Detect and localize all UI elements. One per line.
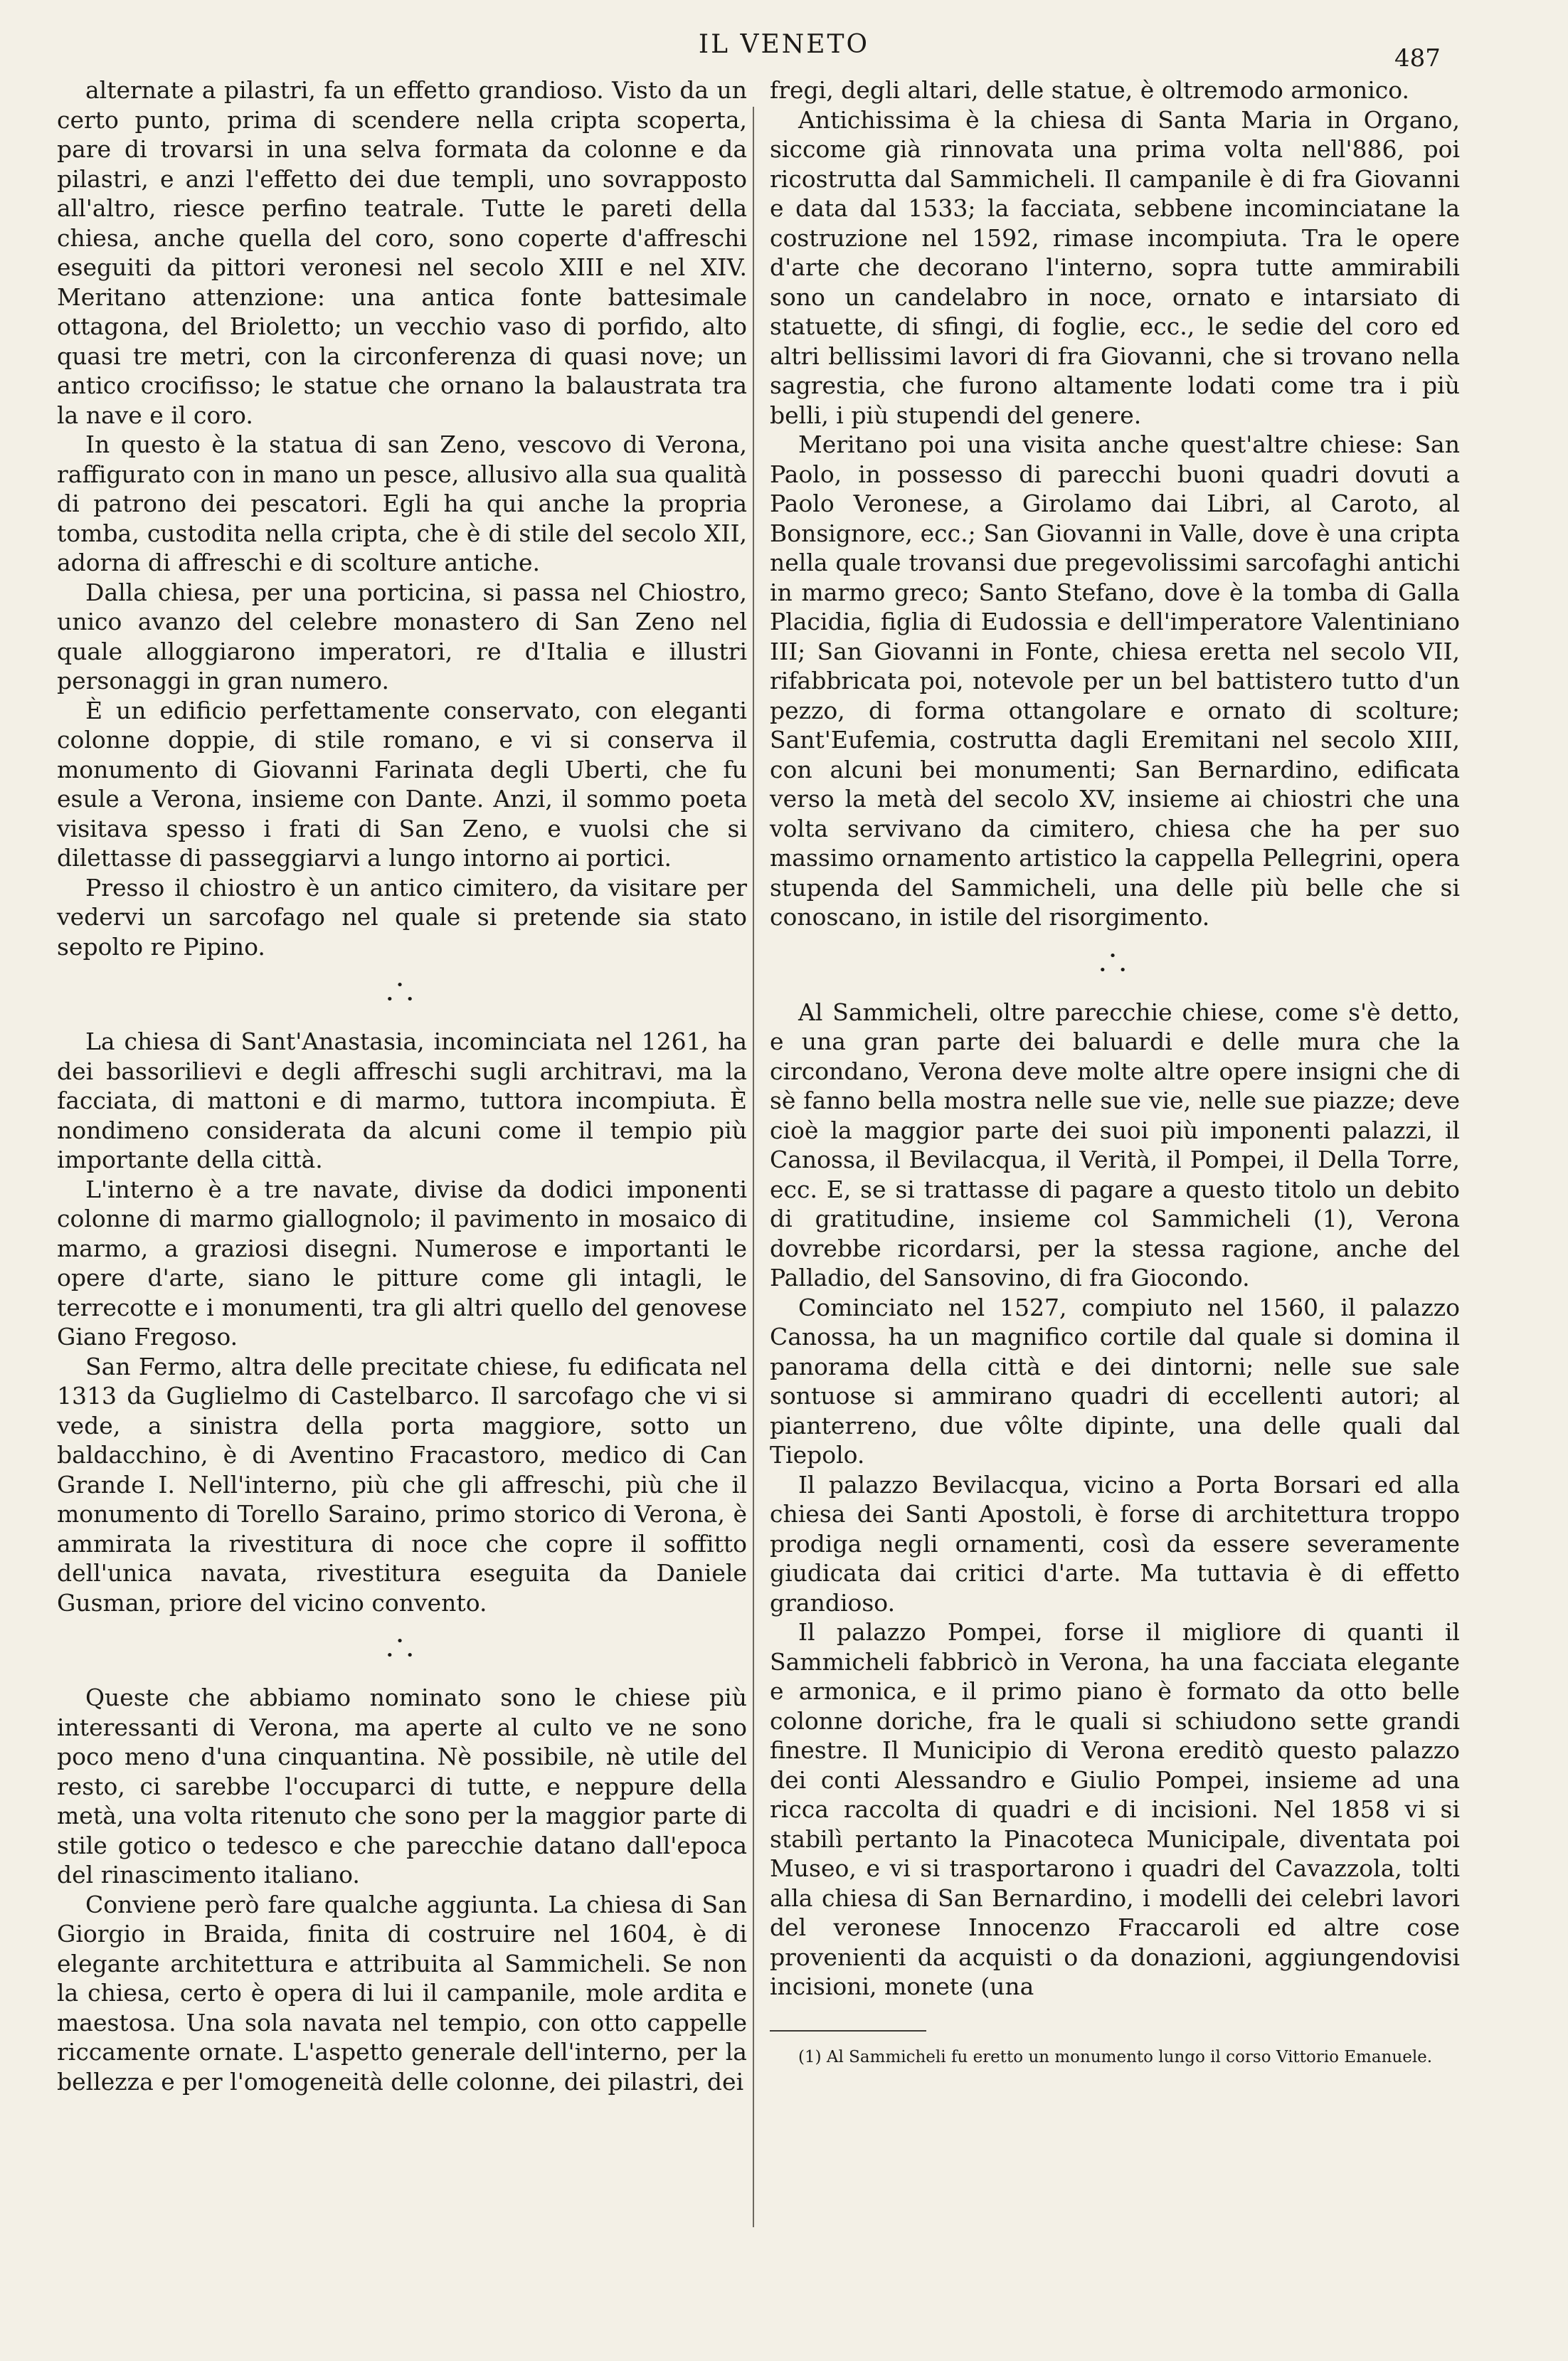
footnote: (1) Al Sammicheli fu eretto un monumento lungo il corso Vittorio Emanuele. <box>798 2047 1433 2066</box>
paragraph: La chiesa di Sant'Anastasia, incominciata nel 1261, ha dei bassorilievi e degli affreschi sugli architravi, ma la facciata, di mattoni e di marmo, tuttora incompiuta. È nondimeno considerata da alcuni come il tempio più importante della città. <box>57 1028 747 1173</box>
paragraph: L'interno è a tre navate, divise da dodici imponenti colonne di marmo giallognolo; il pavimento in mosaico di marmo, a graziosi disegni. Numerose e importanti le opere d'arte, siano le pitture come gli intagli, le terrecotte e i monumenti, tra gli altri quello del genovese Giano Fregoso. <box>57 1175 747 1351</box>
right-column <box>770 75 1460 2068</box>
paragraph: In questo è la statua di san Zeno, vescovo di Verona, raffigurato con in mano un pesce, allusivo alla sua qualità di patrono dei pescatori. Egli ha qui anche la propria tomba, custodita nella cripta, che è di stile del secolo XII, adorna di affreschi e di scolture antiche. <box>57 431 747 576</box>
paragraph: Queste che abbiamo nominato sono le chiese più interessanti di Verona, ma aperte al culto ve ne sono poco meno d'una cinquantina. Nè possibile, nè utile del resto, ci sarebbe l'occuparci di tutte, e neppure della metà, una volta ritenuto che sono per la maggior parte di stile gotico o tedesco e che parecchie datano dall'epoca del rinascimento italiano. <box>57 1684 747 1889</box>
paragraph: alternate a pilastri, fa un effetto grandioso. Visto da un certo punto, prima di scendere nella cripta scoperta, pare di trovarsi in una selva formata da colonne e da pilastri, e anzi l'effetto dei due templi, uno sovrapposto all'altro, riesce perfino teatrale. Tutte le pareti della chiesa, anche quella del coro, sono coperte d'affreschi eseguiti da pittori veronesi nel secolo XIII e nel XIV. Meritano attenzione: una antica fonte battesimale ottagona, del Brioletto; un vecchio vaso di porfido, alto quasi tre metri, con la circonferenza di quasi nove; un antico crocifisso; le statue che ornano la balaustrata tra la nave e il coro. <box>57 76 747 429</box>
paragraph: Dalla chiesa, per una porticina, si passa nel Chiostro, unico avanzo del celebre monastero di San Zeno nel quale alloggiarono imperatori, re d'Italia e illustri personaggi in gran numero. <box>57 578 747 694</box>
section-separator: • • • <box>386 1634 418 1663</box>
paragraph: Il palazzo Pompei, forse il migliore di quanti il Sammicheli fabbricò in Verona, ha una facciata elegante e armonica, e il primo piano è formato da otto belle colonne doriche, fra le quali si schiudono sette grandi finestre. Il Municipio di Verona ereditò questo palazzo dei conti Alessandro e Giulio Pompei, insieme ad una ricca raccolta di quadri e di incisioni. Nel 1858 vi si stabilì pertanto la Pinacoteca Municipale, diventata poi Museo, e vi si trasportarono i quadri del Cavazzola, tolti alla chiesa di San Bernardino, i modelli dei celebri lavori del veronese Innocenzo Fraccaroli ed altre cose provenienti da acquisti o da donazioni, aggiungendovisi incisioni, monete (una <box>770 1618 1460 2000</box>
paragraph: È un edificio perfettamente conservato, con eleganti colonne doppie, di stile romano, e vi si conserva il monumento di Giovanni Farinata degli Uberti, che fu esule a Verona, insieme con Dante. Anzi, il sommo poeta visitava spesso i frati di San Zeno, e vuolsi che si dilettasse di passeggiarvi a lungo intorno ai portici. <box>57 696 747 872</box>
footnote-rule <box>770 2030 926 2032</box>
paragraph: Meritano poi una visita anche quest'altre chiese: San Paolo, in possesso di parecchi buoni quadri dovuti a Paolo Veronese, a Girolamo dai Libri, al Caroto, al Bonsignore, ecc.; San Giovanni in Valle, dove è una cripta nella quale trovansi due pregevolissimi sarcofaghi antichi in marmo greco; Santo Stefano, dove è la tomba di Galla Placidia, figlia di Eudossia e dell'imperatore Valentiniano III; San Giovanni in Fonte, chiesa eretta nel secolo VII, rifabbricata poi, notevole per un bel battistero tutto d'un pezzo, di forma ottangolare e ornato di scolture; Sant'Eufemia, costrutta dagli Eremitani nel secolo XIII, con alcuni bei monumenti; San Bernardino, edificata verso la metà del secolo XV, insieme ai chiostri che una volta servivano da cimitero, chiesa che ha per suo massimo ornamento artistico la cappella Pellegrini, opera stupenda del Sammicheli, una delle più belle che si conoscano, in istile del risorgimento. <box>770 431 1460 931</box>
paragraph: Conviene però fare qualche aggiunta. La chiesa di San Giorgio in Braida, finita di costruire nel 1604, è di elegante architettura e attribuita al Sammicheli. Se non la chiesa, certo è opera di lui il campanile, mole ardita e maestosa. Una sola navata nel tempio, con otto cappelle riccamente ornate. L'aspetto generale dell'interno, per la bellezza e per l'omogeneità delle colonne, dei pilastri, dei <box>57 1890 747 2096</box>
paragraph: Il palazzo Bevilacqua, vicino a Porta Borsari ed alla chiesa dei Santi Apostoli, è forse di architettura troppo prodiga negli ornamenti, così da essere severamente giudicata dai critici d'arte. Ma tuttavia è di effetto grandioso. <box>770 1470 1460 1617</box>
paragraph: San Fermo, altra delle precitate chiese, fu edificata nel 1313 da Guglielmo di Castelbarco. Il sarcofago che vi si vede, a sinistra della porta maggiore, sotto un baldacchino, è di Aventino Fracastoro, medico di Can Grande I. Nell'interno, più che gli affreschi, più che il monumento di Torello Saraino, primo storico di Verona, è ammirata la rivestitura di noce che copre il soffitto dell'unica navata, rivestitura eseguita da Daniele Gusman, priore del vicino convento. <box>57 1352 747 1617</box>
paragraph: Al Sammicheli, oltre parecchie chiese, come s'è detto, e una gran parte dei baluardi e delle mura che la circondano, Verona deve molte altre opere insigni che di sè fanno bella mostra nelle sue vie, nelle sue piazze; deve cioè la maggior parte dei suoi più imponenti palazzi, il Canossa, il Bevilacqua, il Verità, il Pompei, il Della Torre, ecc. E, se si trattasse di pagare a questo titolo un debito di gratitudine, insieme col Sammicheli (1), Verona dovrebbe ricordarsi, per la stessa ragione, anche del Palladio, del Sansovino, di fra Giocondo. <box>770 998 1460 1292</box>
column-divider <box>753 107 754 2227</box>
paragraph: fregi, degli altari, delle statue, è oltremodo armonico. <box>770 76 1410 104</box>
paragraph: Cominciato nel 1527, compiuto nel 1560, il palazzo Canossa, ha un magnifico cortile dal quale si domina il panorama della città e dei dintorni; nelle sue sale sontuose si ammirano quadri di eccellenti autori; al pianterreno, due vôlte dipinte, una delle quali dal Tiepolo. <box>770 1293 1460 1469</box>
section-separator: • • • <box>1098 948 1131 978</box>
left-column <box>57 75 747 2096</box>
running-header-title: IL VENETO <box>698 30 870 59</box>
paragraph: Antichissima è la chiesa di Santa Maria in Organo, siccome già rinnovata una prima volta nell'886, poi ricostrutta dal Sammicheli. Il campanile è di fra Giovanni e data dal 1533; la facciata, sebbene incominciatane la costruzione nel 1592, rimase incompiuta. Tra le opere d'arte che decorano l'interno, sopra tutte ammirabili sono un candelabro in noce, ornato e intarsiato di statuette, di sfingi, di foglie, ecc., le sedie del coro ed altri bellissimi lavori di fra Giovanni, che si trovano nella sagrestia, che furono altamente lodati come tra i più belli, i più stupendi del genere. <box>770 105 1460 429</box>
page-number: 487 <box>1394 44 1441 73</box>
paragraph: Presso il chiostro è un antico cimitero, da visitare per vedervi un sarcofago nel quale si pretende sia stato sepolto re Pipino. <box>57 873 747 961</box>
section-separator: • • • <box>386 978 418 1007</box>
